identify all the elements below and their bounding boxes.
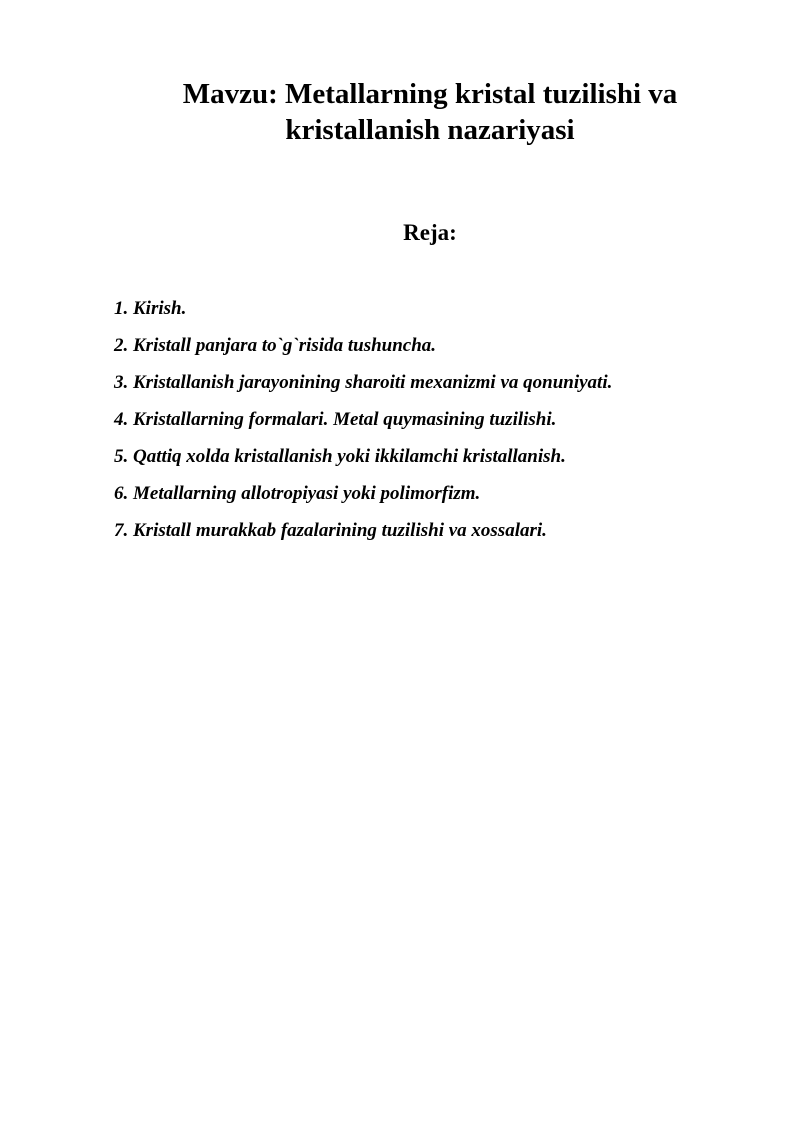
plan-item: 1. Kirish.	[114, 298, 187, 319]
plan-item: 7. Kristall murakkab fazalarining tuzilishi va xossalari.	[114, 520, 547, 541]
plan-item: 5. Qattiq xolda kristallanish yoki ikkilamchi kristallanish.	[114, 446, 566, 467]
plan-list	[114, 290, 612, 549]
plan-item: 6. Metallarning allotropiyasi yoki polimorfizm.	[114, 483, 481, 504]
page-title: Mavzu: Metallarning kristal tuzilishi va kristallanish nazariyasi	[182, 78, 678, 146]
plan-heading: Reja:	[403, 220, 457, 245]
plan-item: 3. Kristallanish jarayonining sharoiti mexanizmi va qonuniyati.	[114, 372, 613, 393]
plan-item: 4. Kristallarning formalari. Metal quymasining tuzilishi.	[114, 409, 557, 430]
plan-item: 2. Kristall panjara to`g`risida tushuncha.	[114, 335, 437, 356]
